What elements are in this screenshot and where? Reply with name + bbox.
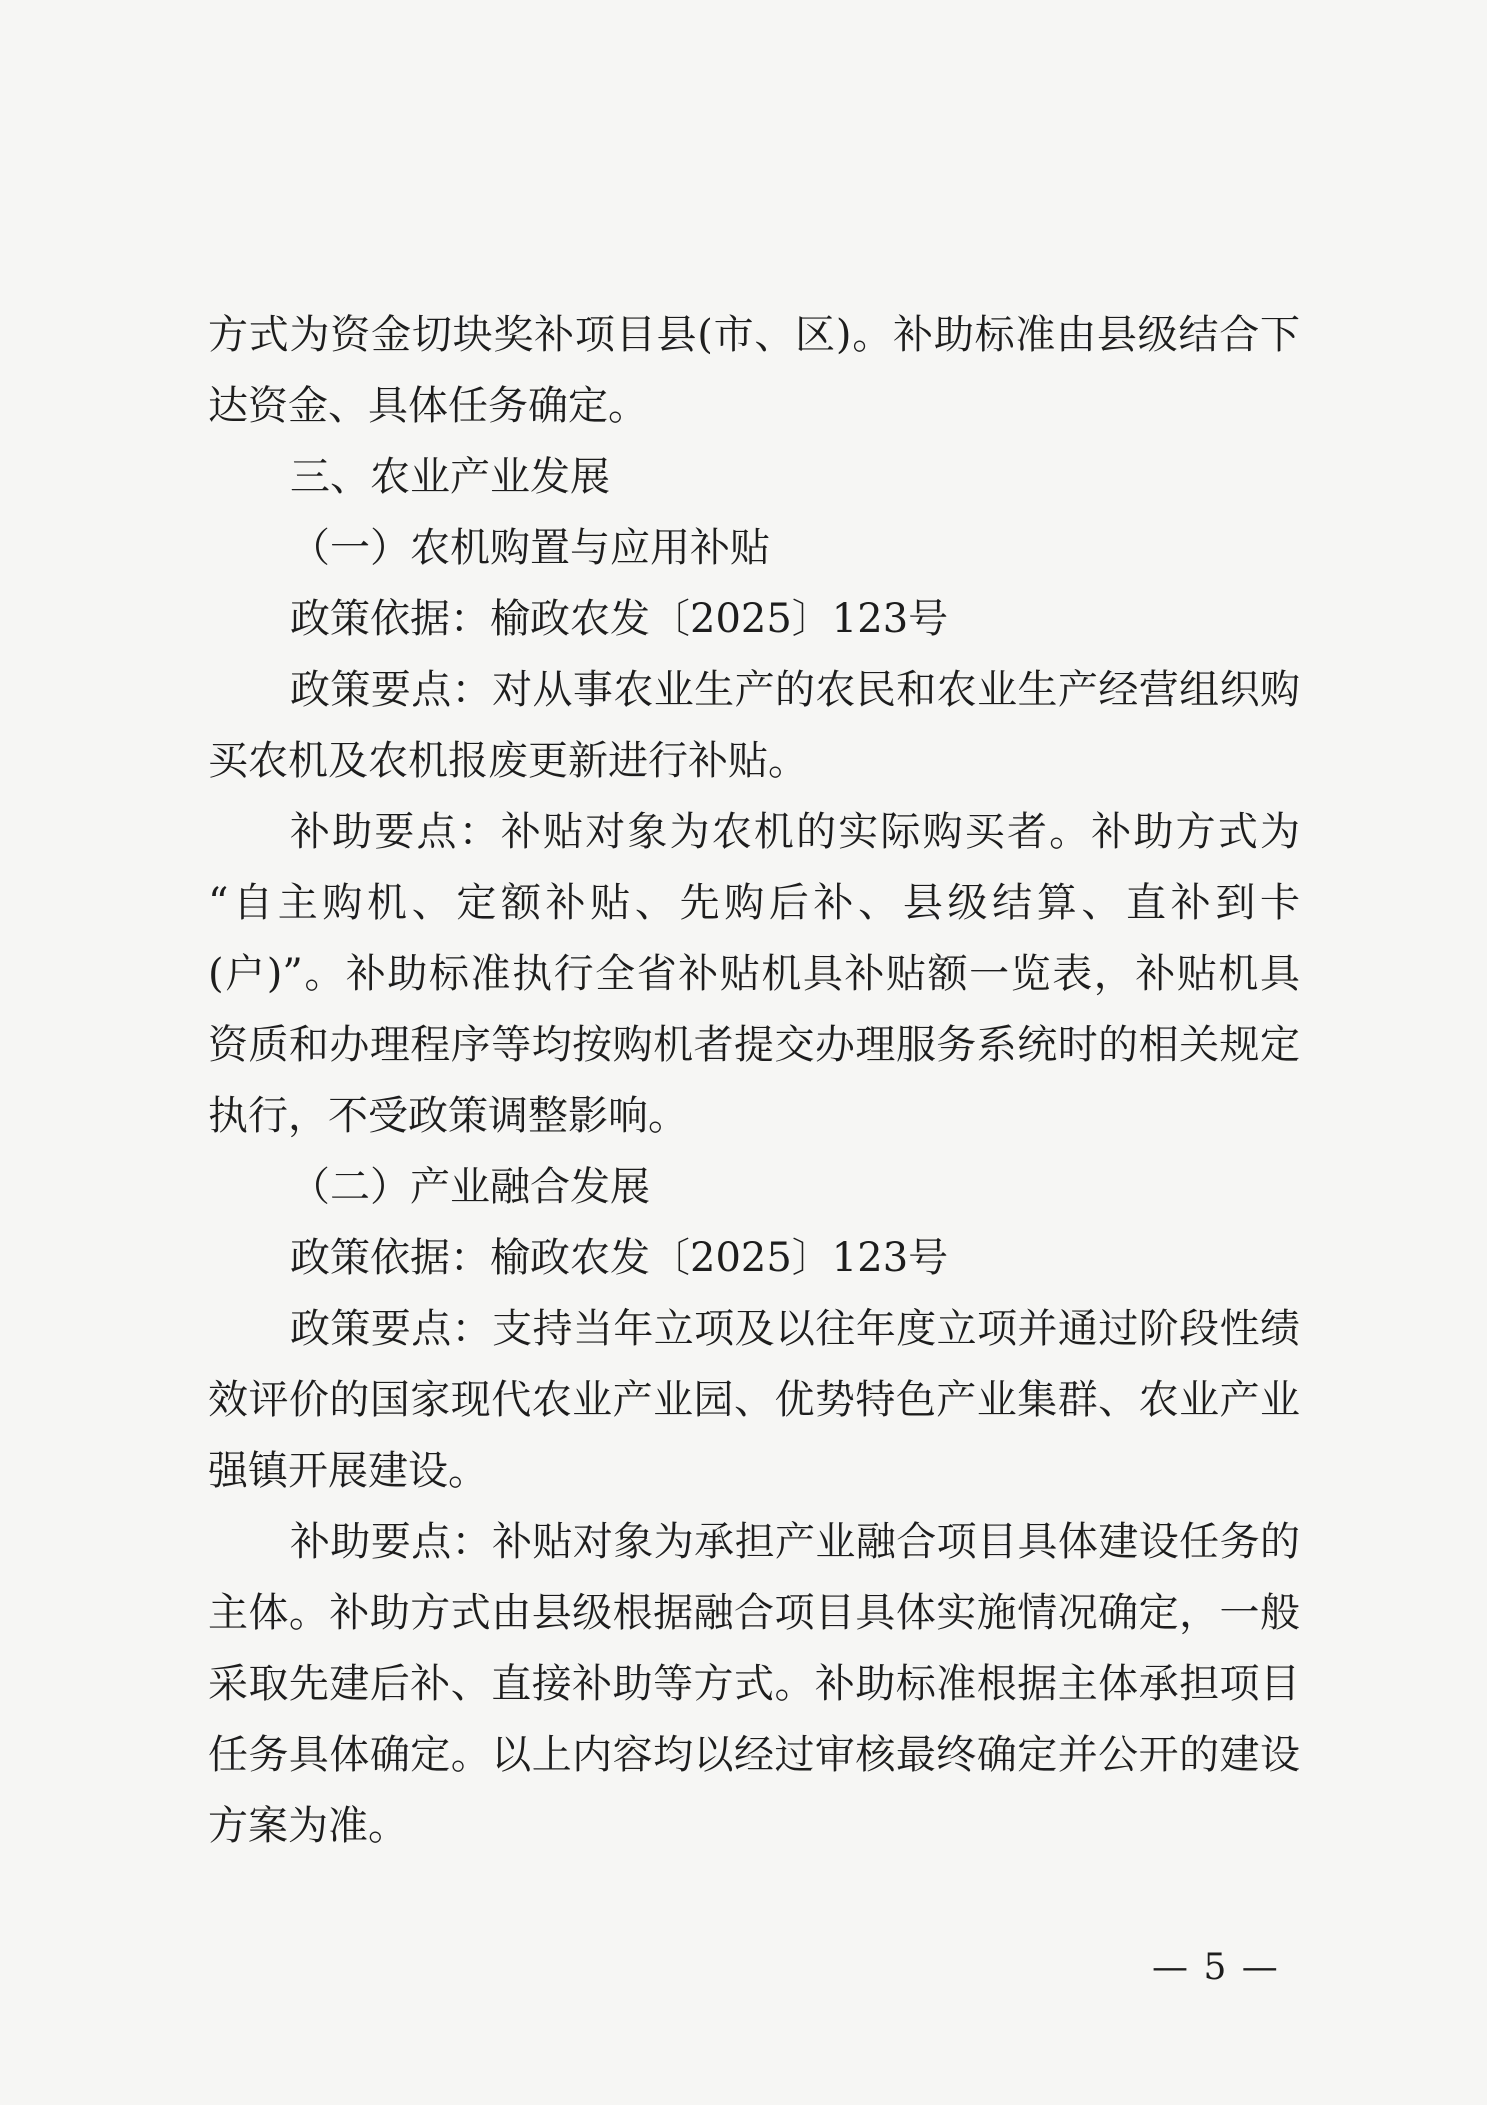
paragraph-line: 资质和办理程序等均按购机者提交办理服务系统时的相关规定 bbox=[208, 1022, 1300, 1068]
paragraph-line: 效评价的国家现代农业产业园、优势特色产业集群、农业产业 bbox=[208, 1377, 1300, 1423]
paragraph-line: 政策要点：对从事农业生产的农民和农业生产经营组织购 bbox=[290, 667, 1300, 713]
paragraph-line: 方式为资金切块奖补项目县(市、区)。补助标准由县级结合下 bbox=[208, 312, 1300, 358]
paragraph-line: 政策要点：支持当年立项及以往年度立项并通过阶段性绩 bbox=[290, 1306, 1300, 1352]
subsection-heading: （一）农机购置与应用补贴 bbox=[290, 525, 770, 571]
paragraph-line: 买农机及农机报废更新进行补贴。 bbox=[208, 738, 808, 784]
paragraph-line: 强镇开展建设。 bbox=[208, 1448, 488, 1494]
document-body bbox=[208, 300, 1300, 1862]
subsection-heading: （二）产业融合发展 bbox=[290, 1164, 650, 1210]
paragraph-line: 采取先建后补、直接补助等方式。补助标准根据主体承担项目 bbox=[208, 1661, 1300, 1707]
paragraph-line: 执行，不受政策调整影响。 bbox=[208, 1093, 688, 1139]
paragraph-line: 达资金、具体任务确定。 bbox=[208, 383, 648, 429]
section-heading: 三、农业产业发展 bbox=[290, 454, 610, 500]
paragraph-line: 主体。补助方式由县级根据融合项目具体实施情况确定，一般 bbox=[208, 1590, 1300, 1636]
policy-basis: 政策依据：榆政农发〔2025〕123号 bbox=[290, 596, 949, 642]
paragraph-line: “自主购机、定额补贴、先购后补、县级结算、直补到卡 bbox=[208, 880, 1300, 926]
paragraph-line: 补助要点：补贴对象为承担产业融合项目具体建设任务的 bbox=[290, 1519, 1300, 1565]
paragraph-line: 方案为准。 bbox=[208, 1803, 408, 1849]
paragraph-line: 补助要点：补贴对象为农机的实际购买者。补助方式为 bbox=[290, 809, 1300, 855]
paragraph-line: (户)”。补助标准执行全省补贴机具补贴额一览表，补贴机具 bbox=[208, 951, 1300, 997]
policy-basis: 政策依据：榆政农发〔2025〕123号 bbox=[290, 1235, 949, 1281]
paragraph-line: 任务具体确定。以上内容均以经过审核最终确定并公开的建设 bbox=[208, 1732, 1300, 1778]
page-number: — 5 — bbox=[1152, 1947, 1280, 1988]
